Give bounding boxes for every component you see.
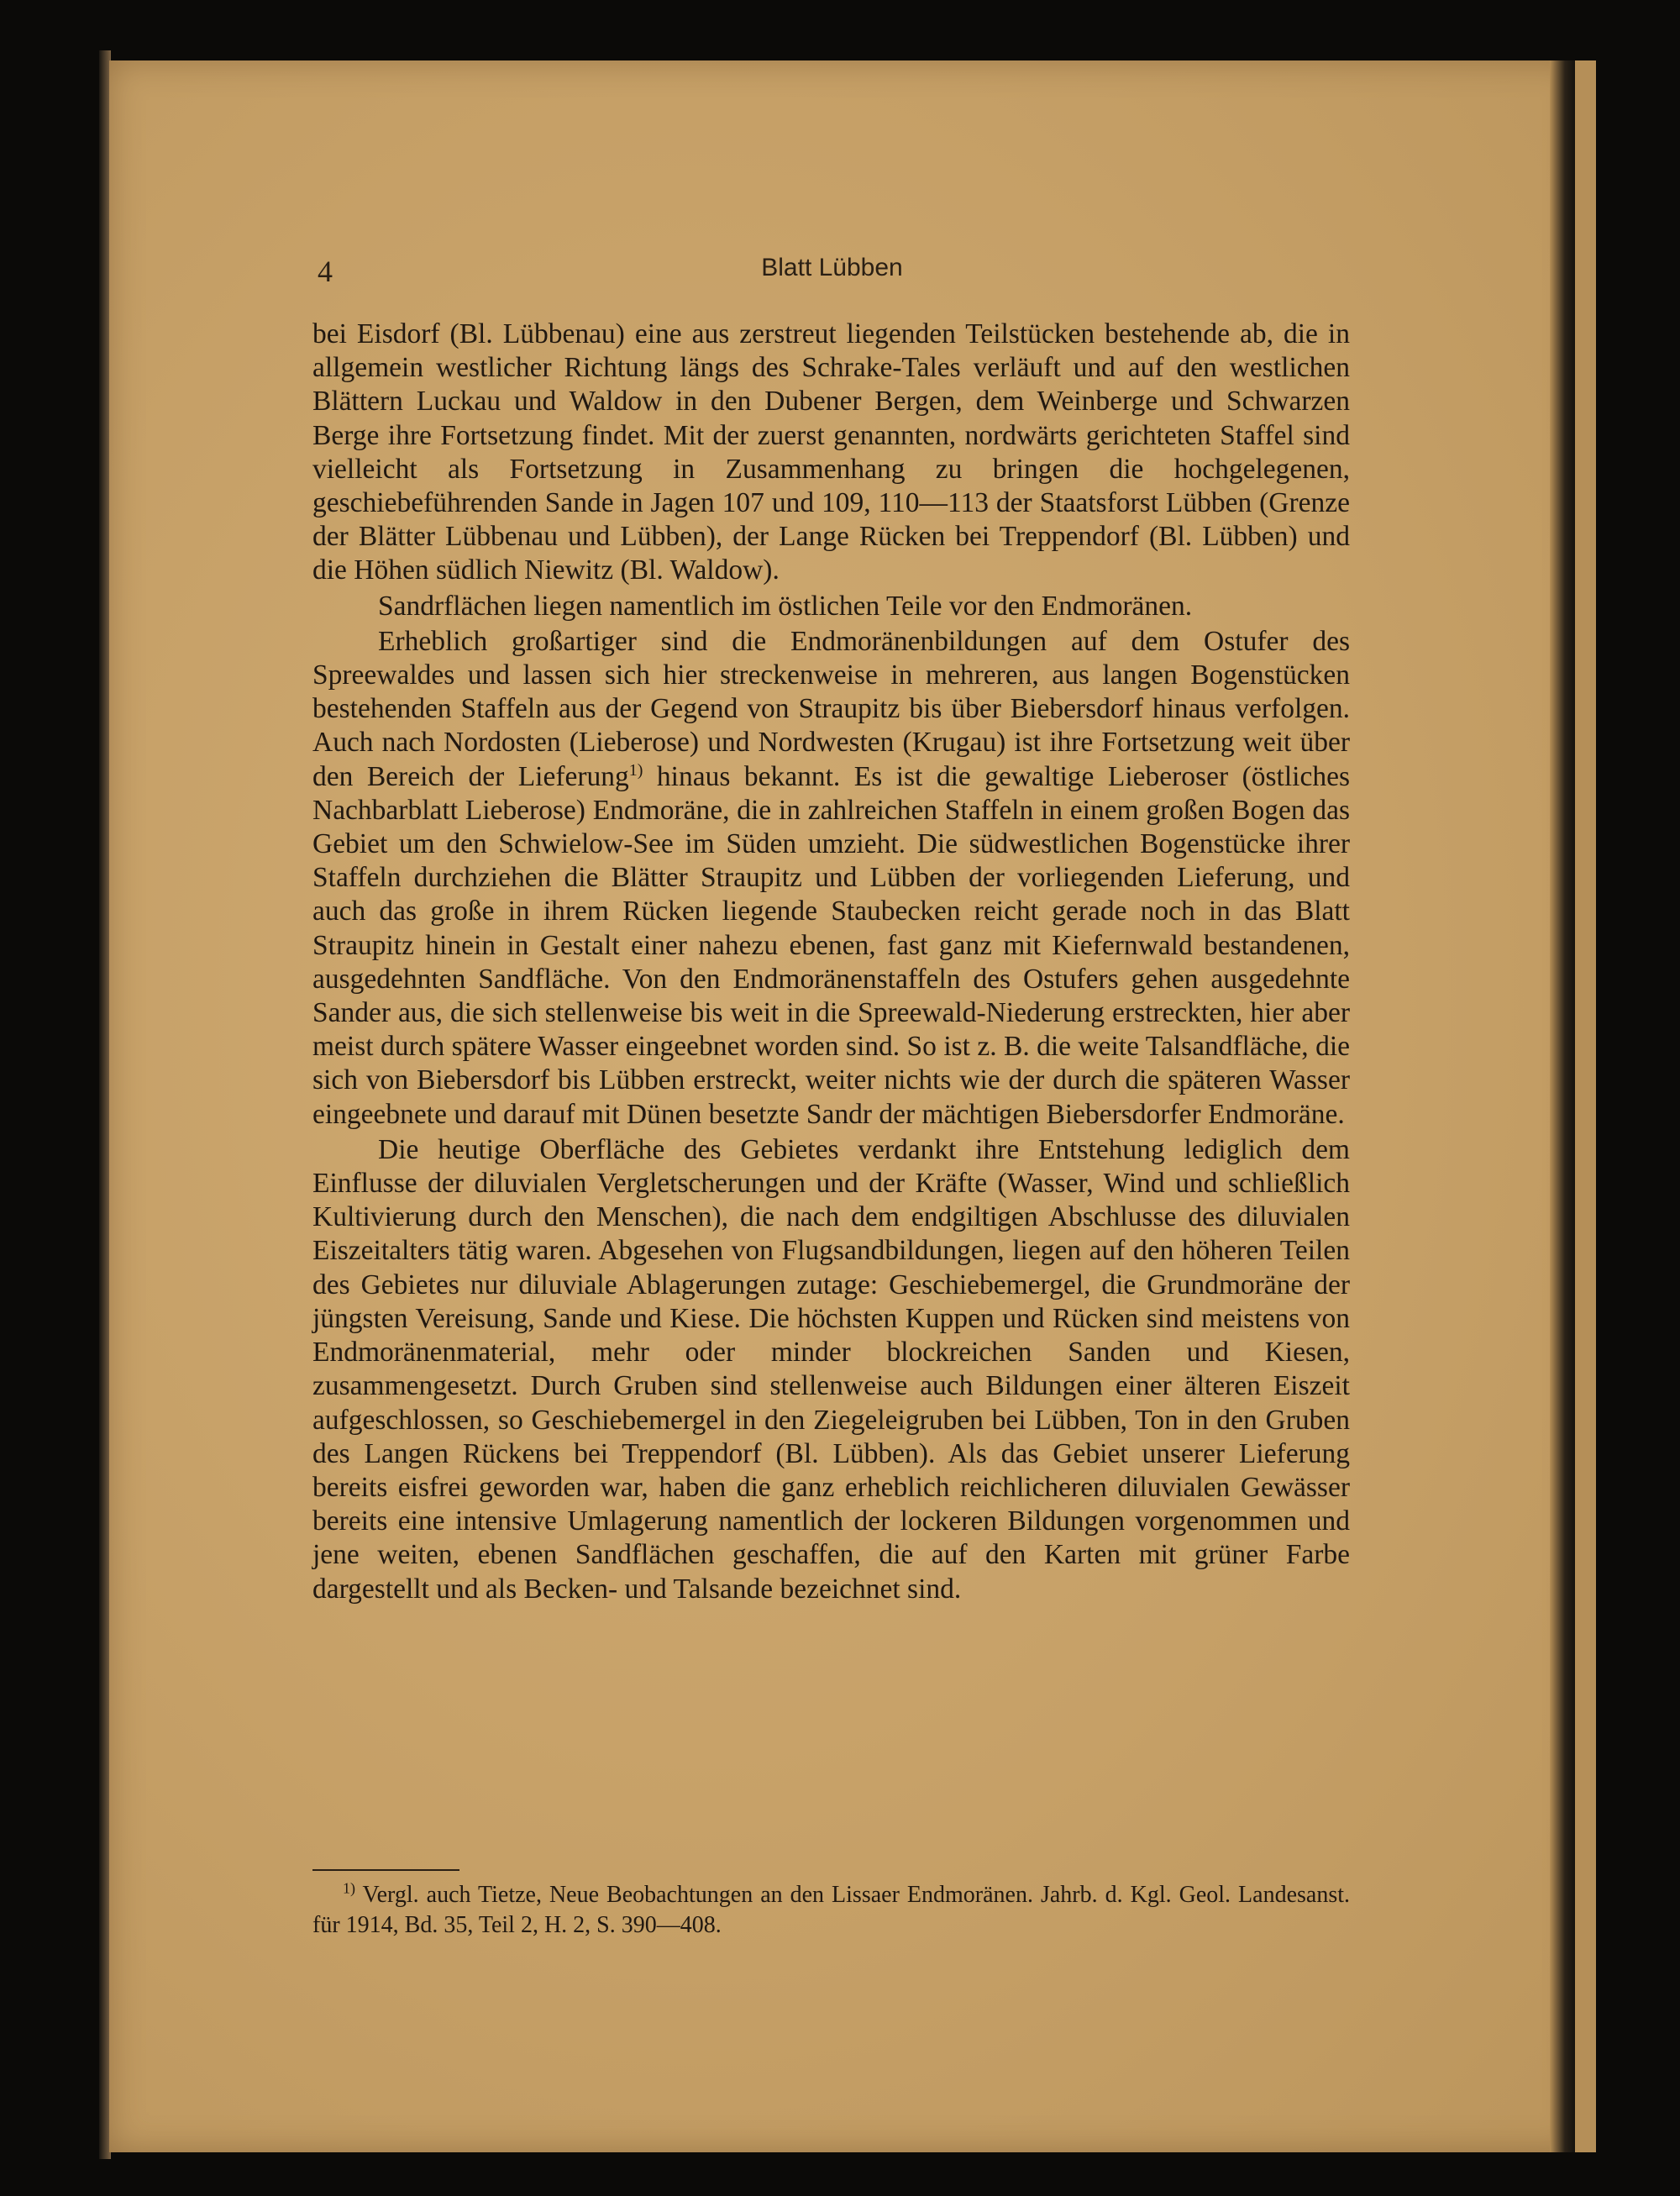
footnote-mark: 1) (343, 1879, 355, 1897)
footnote-text: Vergl. auch Tietze, Neue Beobachtungen an den Lissaer Endmoränen. Jahrb. d. Kgl. Geol. Landesanst. für 1914, Bd. 35, Teil 2, H. 2, S. 390—408. (312, 1882, 1350, 1938)
page-header (318, 254, 1347, 296)
paragraph-3-part-1: Erheblich großartiger sind die Endmoränenbildungen auf dem Ostufer des Spreewaldes und lassen sich hier streckenweise in mehreren, aus langen Bogenstücken bestehenden Staffeln aus der Gegend von Straupitz bis über Biebersdorf hinaus verfolgen. Auch nach Nordosten (Lieberose) und Nordwesten (Krugau) ist ihre Fortsetzung weit über den Bereich der Lieferung (312, 625, 1350, 792)
footnote-reference: 1) (628, 760, 643, 780)
paragraph-1: bei Eisdorf (Bl. Lübbenau) eine aus zerstreut liegenden Teilstücken bestehende ab, die in allgemein westlicher Richtung längs des Schrake-Tales verläuft und auf den westlichen Blättern Luckau und Waldow in den Dubener Bergen, dem Weinberge und Schwarzen Berge ihre Fortsetzung findet. Mit der zuerst genannten, nordwärts gerichteten Staffel sind vielleicht als Fortsetzung in Zusammenhang zu bringen die hochgelegenen, geschiebeführenden Sande in Jagen 107 und 109, 110—113 der Staatsforst Lübben (Grenze der Blätter Lübbenau und Lübben), der Lange Rücken bei Treppendorf (Bl. Lübben) und die Höhen südlich Niewitz (Bl. Waldow). (312, 318, 1350, 586)
footnote (312, 1880, 1350, 1941)
book-spine (1550, 60, 1575, 2152)
paragraph-3-part-2: hinaus bekannt. Es ist die gewaltige Lieberoser (östliches Nachbarblatt Lieberose) Endmoräne, die in zahlreichen Staffeln in einem großen Bogen das Gebiet um den Schwielow-See im Süden umzieht. Die südwestlichen Bogenstücke ihrer Staffeln durchziehen die Blätter Straupitz und Lübben der vorliegenden Lieferung, und auch das große in ihrem Rücken liegende Staubecken reicht gerade noch in das Blatt Straupitz hinein in Gestalt einer nahezu ebenen, fast ganz mit Kiefernwald bestandenen, ausgedehnten Sandfläche. Von den Endmoränenstaffeln des Ostufers gehen ausgedehnte Sander aus, die sich stellenweise bis weit in die Spreewald-Niederung erstreckten, hier aber meist durch spätere Wasser eingeebnet worden sind. So ist z. B. die weite Talsandfläche, die sich von Biebersdorf bis Lübben erstreckt, weiter nichts wie der durch die späteren Wasser eingeebnete und darauf mit Dünen besetzte Sandr der mächtigen Biebersdorfer Endmoräne. (312, 760, 1350, 1130)
running-title: Blatt Lübben (761, 254, 903, 281)
footnote-divider (312, 1869, 459, 1871)
body-text (312, 318, 1350, 1606)
paragraph-2: Sandrflächen liegen namentlich im östlichen Teile vor den Endmoränen. (378, 590, 1193, 622)
paragraph-3 (312, 625, 1350, 1132)
paragraph-4: Die heutige Oberfläche des Gebietes verdankt ihre Entstehung lediglich dem Einflusse der diluvialen Vergletscherungen und der Kräfte (Wasser, Wind und schließlich Kultivierung durch den Menschen), die nach dem endgiltigen Abschlusse des diluvialen Eiszeitalters tätig waren. Abgesehen von Flugsandbildungen, liegen auf den höheren Teilen des Gebietes nur diluviale Ablagerungen zutage: Geschiebemergel, die Grundmoräne der jüngsten Vereisung, Sande und Kiese. Die höchsten Kuppen und Rücken sind meistens von Endmoränenmaterial, mehr oder minder blockreichen Sanden und Kiesen, zusammengesetzt. Durch Gruben sind stellenweise auch Bildungen einer älteren Eiszeit aufgeschlossen, so Geschiebemergel in den Ziegeleigruben bei Lübben, Ton in den Gruben des Langen Rückens bei Treppendorf (Bl. Lübben). Als das Gebiet unserer Lieferung bereits eisfrei geworden war, haben die ganz erheblich reichlicheren diluvialen Gewässer bereits eine intensive Umlagerung namentlich der lockeren Bildungen vorgenommen und jene weiten, ebenen Sandflächen geschaffen, die auf den Karten mit grüner Farbe dargestellt und als Becken- und Talsande bezeichnet sind. (312, 1133, 1350, 1605)
facing-page-edge (1575, 60, 1596, 2152)
page-number: 4 (318, 255, 333, 288)
